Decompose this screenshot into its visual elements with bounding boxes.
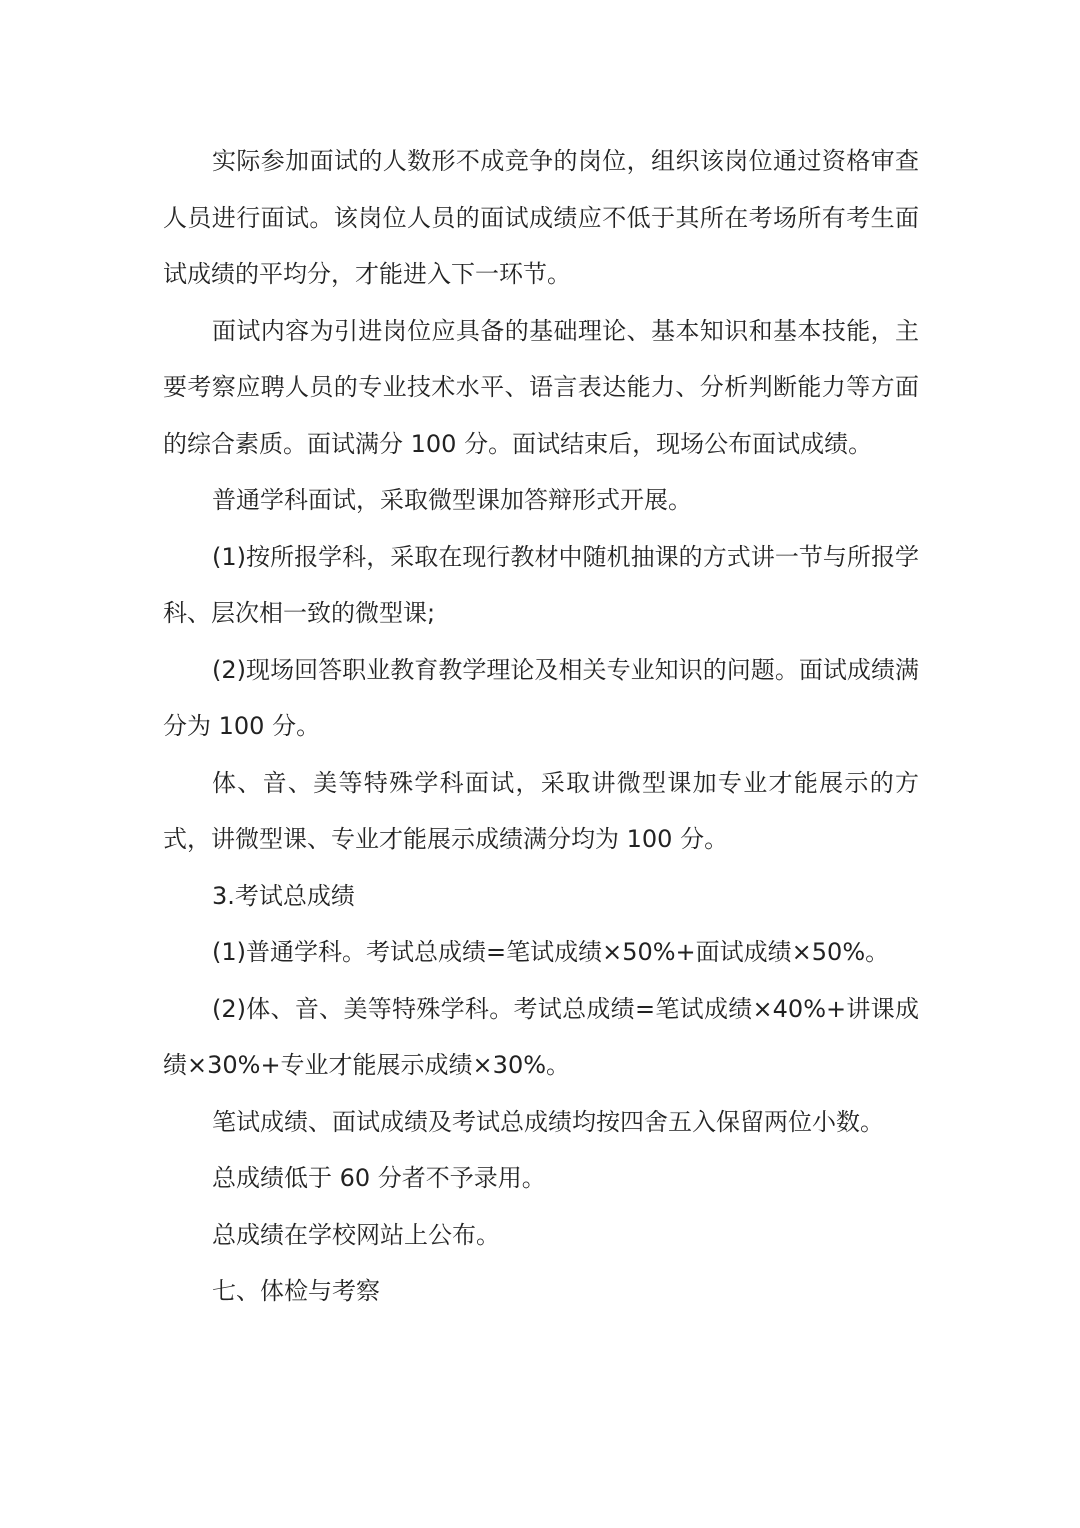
section-heading-total-score: 3.考试总成绩 [212,881,355,910]
paragraph-minimum-score: 总成绩低于 60 分者不予录用。 [212,1164,546,1192]
paragraph-item-2-questions: (2)现场回答职业教育教学理论及相关专业知识的问题。面试成绩满分为 100 分。 [163,655,919,740]
document-body [163,133,919,1320]
paragraph-general-subject-interview: 普通学科面试，采取微型课加答辩形式开展。 [212,486,692,514]
paragraph-publish-scores: 总成绩在学校网站上公布。 [212,1220,500,1249]
paragraph-interview-content: 面试内容为引进岗位应具备的基础理论、基本知识和基本技能，主要考察应聘人员的专业技术水平、语言表达能力、分析判断能力等方面的综合素质。面试满分 100 分。面试结束后，现场公布面试成绩。 [163,316,919,458]
paragraph-rounding-rule: 笔试成绩、面试成绩及考试总成绩均按四舍五入保留两位小数。 [212,1107,884,1136]
paragraph-special-subject-formula: (2)体、音、美等特殊学科。考试总成绩=笔试成绩×40%+讲课成绩×30%+专业才能展示成绩×30%。 [163,994,919,1079]
paragraph-item-1-microlesson: (1)按所报学科，采取在现行教材中随机抽课的方式讲一节与所报学科、层次相一致的微型课; [163,542,919,627]
paragraph-general-subject-formula: (1)普通学科。考试总成绩=笔试成绩×50%+面试成绩×50%。 [212,938,890,966]
paragraph-special-subject-interview: 体、音、美等特殊学科面试，采取讲微型课加专业才能展示的方式，讲微型课、专业才能展示成绩满分均为 100 分。 [163,768,919,853]
section-heading-medical-exam: 七、体检与考察 [212,1277,380,1305]
paragraph-interview-no-competition: 实际参加面试的人数形不成竞争的岗位，组织该岗位通过资格审查人员进行面试。该岗位人员的面试成绩应不低于其所在考场所有考生面试成绩的平均分，才能进入下一环节。 [163,147,919,288]
